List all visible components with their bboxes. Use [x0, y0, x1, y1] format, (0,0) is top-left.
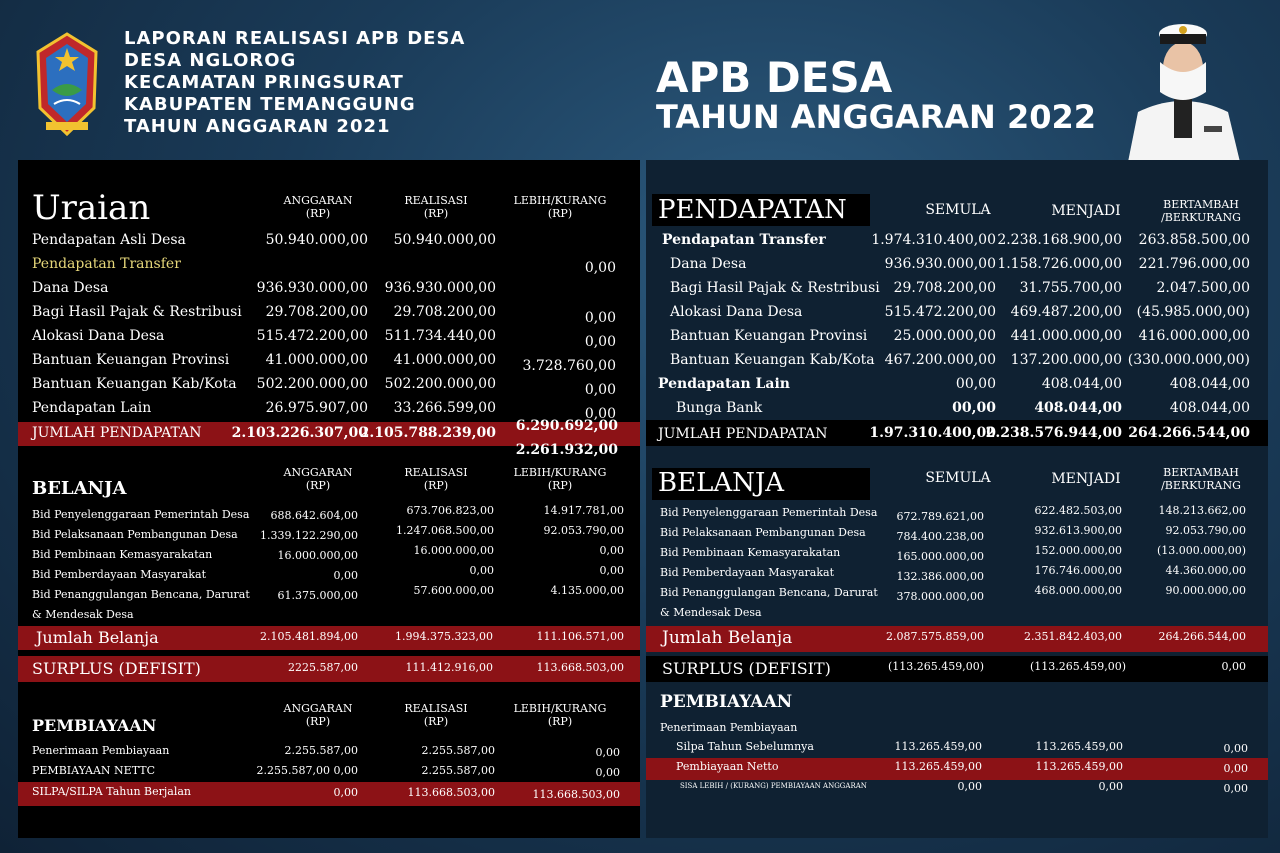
row-label: PEMBIAYAAN NETTC [32, 764, 155, 777]
col-anggaran [268, 194, 368, 220]
value-realisasi: 2.255.587,00 [421, 764, 495, 777]
value-semula: 378.000.000,00 [896, 590, 984, 603]
value-lebih: 0,00 [595, 746, 620, 759]
value-menjadi: 137.200.000,00 [1010, 352, 1122, 368]
value-bertambah: 2.047.500,00 [1156, 280, 1250, 296]
value-menjadi: 0,00 [1098, 780, 1123, 793]
value-lebih: 0,00 [599, 564, 624, 577]
value-realisasi: 511.734.440,00 [384, 328, 496, 344]
value-semula: 113.265.459,00 [894, 760, 982, 773]
value-menjadi: 152.000.000,00 [1034, 544, 1122, 557]
value-anggaran: 2225.587,00 [288, 661, 358, 674]
row-label: Bid Pemberdayaan Masyarakat [660, 566, 835, 579]
value-realisasi: 1.994.375.323,00 [395, 630, 493, 643]
pembiayaan-heading: PEMBIAYAAN [660, 692, 793, 712]
col-label: ANGGARAN [283, 194, 353, 207]
value-menjadi: 1.158.726.000,00 [997, 256, 1122, 272]
value-realisasi: 29.708.200,00 [393, 304, 496, 320]
col-unit: (RP) [305, 207, 331, 220]
value-anggaran: 0,00 [333, 786, 358, 799]
value-realisasi: 1.247.068.500,00 [396, 524, 494, 537]
value-bertambah: 0,00 [1223, 762, 1248, 775]
value-realisasi: 2.255.587,00 [421, 744, 495, 757]
value-lebih: 113.668.503,00 [532, 788, 620, 801]
value-menjadi: 441.000.000,00 [1010, 328, 1122, 344]
row-label: JUMLAH PENDAPATAN [32, 425, 202, 441]
realisasi-2021-panel [18, 160, 640, 838]
col-menjadi: MENJADI [1051, 471, 1121, 487]
row-label: Bid Penanggulangan Bencana, Darurat [32, 588, 250, 601]
header-line: KABUPATEN TEMANGGUNG [124, 94, 416, 115]
col-realisasi [386, 194, 486, 220]
belanja-heading: BELANJA [32, 478, 127, 499]
row-label: JUMLAH PENDAPATAN [658, 426, 828, 442]
value-bertambah: 0,00 [1223, 742, 1248, 755]
value-anggaran: 61.375.000,00 [277, 589, 358, 602]
value-anggaran: 0,00 [333, 569, 358, 582]
value-menjadi: 932.613.900,00 [1034, 524, 1122, 537]
value-menjadi: 2.351.842.403,00 [1024, 630, 1122, 643]
value-bertambah: 90.000.000,00 [1165, 584, 1246, 597]
value-lebih: 0,00 [584, 382, 616, 398]
col-label: ANGGARAN [283, 702, 353, 715]
value-lebih: 0,00 [599, 544, 624, 557]
value-lebih: 0,00 [584, 334, 616, 350]
row-label: Bid Pembinaan Kemasyarakatan [660, 546, 841, 559]
header-line: TAHUN ANGGARAN 2021 [124, 116, 391, 137]
col-label: REALISASI [404, 702, 468, 715]
value-bertambah: 416.000.000,00 [1138, 328, 1250, 344]
value-lebih: 111.106.571,00 [536, 630, 624, 643]
row-label: Pendapatan Lain [32, 400, 152, 416]
value-bertambah: 264.266.544,00 [1128, 425, 1250, 441]
row-label-2: & Mendesak Desa [660, 606, 762, 619]
row-label: Bagi Hasil Pajak & Restribusi [32, 304, 242, 320]
col-label-2: /BERKURANG [1161, 479, 1241, 492]
value-bertambah: 408.044,00 [1169, 400, 1250, 416]
value-bertambah: (330.000.000,00) [1127, 352, 1250, 368]
value-semula: 936.930.000,00 [884, 256, 996, 272]
value-semula: 2.087.575.859,00 [886, 630, 984, 643]
value-realisasi: 50.940.000,00 [393, 232, 496, 248]
row-label: Bantuan Keuangan Kab/Kota [670, 352, 875, 368]
value-bertambah: 92.053.790,00 [1165, 524, 1246, 537]
value-menjadi: 113.265.459,00 [1035, 760, 1123, 773]
value-semula: 00,00 [952, 400, 996, 416]
value-realisasi: 0,00 [469, 564, 494, 577]
col-unit: (RP) [423, 715, 449, 728]
value-semula: 25.000.000,00 [893, 328, 996, 344]
row-label: Bantuan Keuangan Provinsi [32, 352, 230, 368]
row-label: Alokasi Dana Desa [32, 328, 165, 344]
value-menjadi: 2.238.168.900,00 [997, 232, 1122, 248]
official-portrait-icon [1118, 12, 1248, 162]
page-subtitle: TAHUN ANGGARAN 2022 [656, 98, 1097, 136]
col-label: ANGGARAN [283, 466, 353, 479]
value-bertambah: 221.796.000,00 [1138, 256, 1250, 272]
row-label: SURPLUS (DEFISIT) [662, 659, 831, 678]
value-menjadi: 469.487.200,00 [1010, 304, 1122, 320]
value-anggaran: 41.000.000,00 [265, 352, 368, 368]
col-unit: (RP) [305, 479, 331, 492]
value-anggaran: 2.255.587,00 [284, 744, 358, 757]
row-label: Dana Desa [32, 280, 109, 296]
value-semula: 1.974.310.400,00 [871, 232, 996, 248]
value-realisasi: 57.600.000,00 [413, 584, 494, 597]
value-anggaran: 1.339.122.290,00 [260, 529, 358, 542]
col-lebih-kurang [508, 702, 612, 728]
row-label: Bid Pembinaan Kemasyarakatan [32, 548, 213, 561]
page-title: APB DESA [656, 53, 893, 102]
value-bertambah: (45.985.000,00) [1136, 304, 1250, 320]
value-anggaran: 2.105.481.894,00 [260, 630, 358, 643]
value-anggaran: 2.103.226.307,00 [231, 425, 368, 441]
row-label: SILPA/SILPA Tahun Berjalan [32, 785, 192, 798]
value-semula: 0,00 [957, 780, 982, 793]
value-anggaran: 515.472.200,00 [256, 328, 368, 344]
pembiayaan-heading: PEMBIAYAAN [32, 716, 157, 735]
col-menjadi: MENJADI [1051, 203, 1121, 219]
value-lebih: 113.668.503,00 [536, 661, 624, 674]
col-lebih-kurang [508, 194, 612, 220]
value-semula: 00,00 [955, 376, 996, 392]
value-bertambah: 0,00 [1221, 660, 1246, 673]
value-lebih-2: 2.261.932,00 [515, 442, 618, 458]
value-anggaran: 502.200.000,00 [256, 376, 368, 392]
value-bertambah: 0,00 [1223, 782, 1248, 795]
header-line: LAPORAN REALISASI APB DESA [124, 28, 466, 49]
row-label: Bid Penyelenggaraan Pemerintah Desa [660, 506, 878, 519]
row-label: Pendapatan Asli Desa [32, 232, 186, 248]
value-bertambah: 264.266.544,00 [1158, 630, 1246, 643]
col-label: LEBIH/KURANG [513, 194, 607, 207]
value-realisasi: 2.105.788.239,00 [359, 425, 496, 441]
value-menjadi: (113.265.459,00) [1029, 660, 1126, 673]
row-label: Bantuan Keuangan Kab/Kota [32, 376, 237, 392]
value-realisasi: 111.412.916,00 [405, 661, 493, 674]
value-semula: 784.400.238,00 [896, 530, 984, 543]
row-label: Penerimaan Pembiayaan [32, 744, 170, 757]
value-semula: 1.97.310.400,00 [869, 425, 996, 441]
value-realisasi: 113.668.503,00 [407, 786, 495, 799]
row-label: Jumlah Belanja [36, 628, 159, 647]
row-label: Pendapatan Lain [658, 376, 790, 392]
row-label-2: & Mendesak Desa [32, 608, 134, 621]
col-bertambah [1146, 198, 1256, 224]
row-label: Bid Pelaksanaan Pembangunan Desa [32, 528, 238, 541]
value-anggaran: 688.642.604,00 [270, 509, 358, 522]
value-bertambah: (13.000.000,00) [1156, 544, 1246, 557]
col-label-2: /BERKURANG [1161, 211, 1241, 224]
row-label: Bagi Hasil Pajak & Restribusi [670, 280, 880, 296]
value-lebih: 4.135.000,00 [550, 584, 624, 597]
col-label: BERTAMBAH [1163, 466, 1239, 479]
col-label: LEBIH/KURANG [513, 466, 607, 479]
col-lebih-kurang [508, 466, 612, 492]
uraian-heading: Uraian [32, 188, 151, 228]
value-realisasi: 33.266.599,00 [393, 400, 496, 416]
value-semula: 29.708.200,00 [893, 280, 996, 296]
value-semula: (113.265.459,00) [887, 660, 984, 673]
value-menjadi: 408.044,00 [1041, 376, 1122, 392]
row-label: Bid Pemberdayaan Masyarakat [32, 568, 207, 581]
row-label: Silpa Tahun Sebelumnya [676, 740, 814, 753]
col-realisasi [386, 702, 486, 728]
row-label: Bantuan Keuangan Provinsi [670, 328, 868, 344]
col-unit: (RP) [547, 207, 573, 220]
col-bertambah [1146, 466, 1256, 492]
value-anggaran: 29.708.200,00 [265, 304, 368, 320]
value-realisasi: 41.000.000,00 [393, 352, 496, 368]
value-bertambah: 44.360.000,00 [1165, 564, 1246, 577]
value-anggaran: 16.000.000,00 [277, 549, 358, 562]
col-semula: SEMULA [925, 202, 991, 218]
value-realisasi: 673.706.823,00 [406, 504, 494, 517]
value-semula: 165.000.000,00 [896, 550, 984, 563]
col-anggaran [268, 466, 368, 492]
value-menjadi: 622.482.503,00 [1034, 504, 1122, 517]
value-menjadi: 176.746.000,00 [1034, 564, 1122, 577]
value-menjadi: 31.755.700,00 [1019, 280, 1122, 296]
value-semula: 467.200.000,00 [884, 352, 996, 368]
value-semula: 515.472.200,00 [884, 304, 996, 320]
value-menjadi: 408.044,00 [1034, 400, 1122, 416]
value-anggaran: 50.940.000,00 [265, 232, 368, 248]
row-label: Pembiayaan Netto [676, 760, 779, 773]
value-semula: 672.789.621,00 [896, 510, 984, 523]
row-label: Bid Penyelenggaraan Pemerintah Desa [32, 508, 250, 521]
value-realisasi: 936.930.000,00 [384, 280, 496, 296]
col-semula: SEMULA [925, 470, 991, 486]
value-realisasi: 502.200.000,00 [384, 376, 496, 392]
report-header [124, 28, 465, 138]
header-line: KECAMATAN PRINGSURAT [124, 72, 404, 93]
value-anggaran: 26.975.907,00 [265, 400, 368, 416]
row-label: Alokasi Dana Desa [670, 304, 803, 320]
belanja-heading: BELANJA [658, 468, 785, 498]
value-menjadi: 113.265.459,00 [1035, 740, 1123, 753]
value-realisasi: 16.000.000,00 [413, 544, 494, 557]
col-unit: (RP) [423, 207, 449, 220]
col-unit: (RP) [547, 715, 573, 728]
col-unit: (RP) [305, 715, 331, 728]
row-label: SISA LEBIH / (KURANG) PEMBIAYAAN ANGGARAN [680, 782, 867, 790]
value-semula: 132.386.000,00 [896, 570, 984, 583]
col-realisasi [386, 466, 486, 492]
value-lebih: 14.917.781,00 [543, 504, 624, 517]
row-label: Bid Penanggulangan Bencana, Darurat [660, 586, 878, 599]
col-label: REALISASI [404, 466, 468, 479]
col-label: BERTAMBAH [1163, 198, 1239, 211]
col-label: LEBIH/KURANG [513, 702, 607, 715]
value-bertambah: 408.044,00 [1169, 376, 1250, 392]
value-anggaran: 936.930.000,00 [256, 280, 368, 296]
value-menjadi: 2.238.576.944,00 [985, 425, 1122, 441]
row-label: Pendapatan Transfer [32, 256, 181, 272]
row-label: Pendapatan Transfer [662, 232, 826, 248]
apb-2022-panel [646, 160, 1268, 838]
value-lebih: 0,00 [595, 766, 620, 779]
header-line: DESA NGLOROG [124, 50, 297, 71]
row-label: Jumlah Belanja [662, 628, 793, 648]
pembiayaan-subheading: Penerimaan Pembiayaan [660, 721, 798, 734]
row-label: Bunga Bank [676, 400, 763, 416]
col-anggaran [268, 702, 368, 728]
col-unit: (RP) [423, 479, 449, 492]
value-lebih: 0,00 [584, 406, 616, 422]
value-lebih: 92.053.790,00 [543, 524, 624, 537]
value-semula: 113.265.459,00 [894, 740, 982, 753]
value-lebih: 3.728.760,00 [522, 358, 616, 374]
value-lebih: 0,00 [584, 310, 616, 326]
row-label: SURPLUS (DEFISIT) [32, 659, 201, 678]
row-label: Dana Desa [670, 256, 747, 272]
row-label: Bid Pelaksanaan Pembangunan Desa [660, 526, 866, 539]
value-bertambah: 263.858.500,00 [1138, 232, 1250, 248]
value-menjadi: 468.000.000,00 [1034, 584, 1122, 597]
col-unit: (RP) [547, 479, 573, 492]
value-lebih: 6.290.692,00 [515, 418, 618, 434]
value-bertambah: 148.213.662,00 [1158, 504, 1246, 517]
value-anggaran: 2.255.587,00 0,00 [256, 764, 358, 777]
value-lebih: 0,00 [584, 260, 616, 276]
col-label: REALISASI [404, 194, 468, 207]
pendapatan-heading: PENDAPATAN [658, 195, 847, 225]
temanggung-regency-emblem-icon [32, 30, 102, 138]
